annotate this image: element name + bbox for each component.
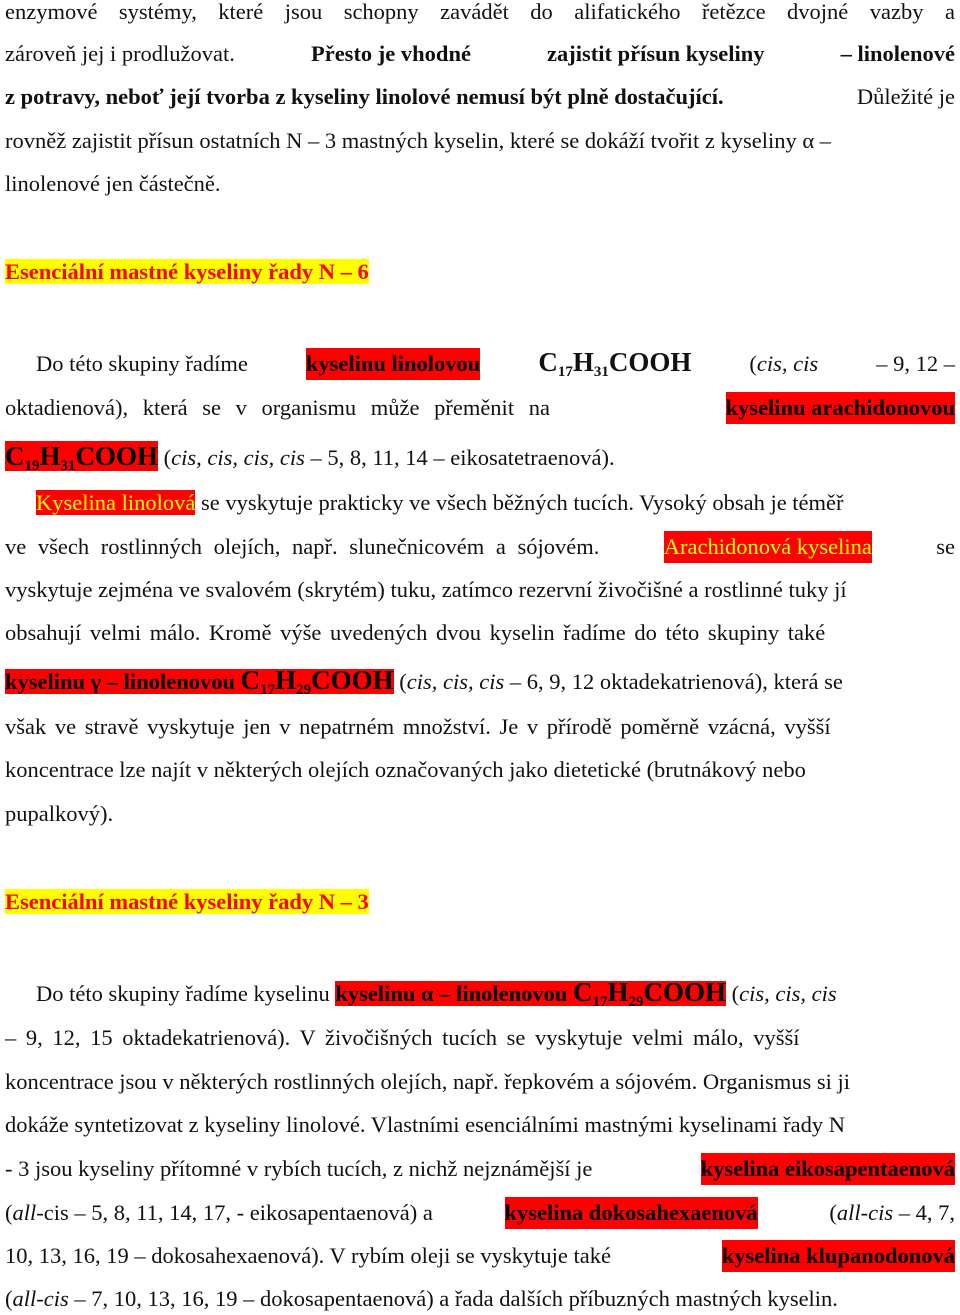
word: a xyxy=(944,0,955,24)
text-span: linolenové jen částečně. xyxy=(5,171,221,196)
text-span: ( xyxy=(163,445,172,470)
text-span: (all-cis – 4, 7, xyxy=(829,1200,955,1225)
bold-text: zajistit přísun kyseliny xyxy=(547,41,765,66)
text-span: ( xyxy=(5,1286,13,1311)
text-line xyxy=(36,976,955,1008)
text-span: rovněž zajistit přísun ostatních N – 3 mastných kyselin, které se dokáží tvořit z kyseliny α – xyxy=(5,128,831,153)
text-span: obsahují velmi málo. Kromě výše uvedených dvou kyselin řadíme do této skupiny také xyxy=(5,620,826,645)
formula-c19h31cooh: $C_{19}H_{31}COOH$ xyxy=(5,441,159,474)
highlight-epa: kyselina eikosapentaenová xyxy=(701,1153,955,1185)
word: které xyxy=(218,0,264,24)
section-heading xyxy=(5,256,955,288)
text-line xyxy=(5,38,955,70)
italic-text: cis, cis, cis xyxy=(739,981,837,1006)
text-span: – 9, 12, 15 oktadekatrienová). V živočišných tucích se vyskytuje velmi málo, vyšší xyxy=(5,1025,800,1050)
text-line xyxy=(36,487,955,519)
text-line xyxy=(5,168,955,200)
formula-c17h31cooh: $C_{17}H_{31}COOH$ xyxy=(538,347,692,380)
text-line xyxy=(5,392,955,424)
text-span: vyskytuje zejména ve svalovém (skrytém) tuku, zatímco rezervní živočišné a rostlinné tuky jí xyxy=(5,577,847,602)
word: systémy, xyxy=(118,0,197,24)
heading-n6: Esenciální mastné kyseliny řady N – 6 xyxy=(5,259,369,284)
highlight-alpha-linolenic: kyselinu α – linolenovou $C_{17}H_{29}COOH$ xyxy=(335,977,726,1010)
word: enzymové xyxy=(5,0,98,24)
word: řetězce xyxy=(701,0,766,24)
text-span: Do této skupiny řadíme xyxy=(36,351,248,376)
word: schopny xyxy=(343,0,419,24)
italic-text: cis, cis, cis, cis xyxy=(171,445,305,470)
word: dvojné xyxy=(787,0,849,24)
text-span: 10, 13, 16, 19 – dokosahexaenová). V rybím oleji se vyskytuje také xyxy=(5,1243,611,1268)
text-span: koncentrace jsou v některých rostlinných olejích, např. řepkovém a sójovém. Organismus si ji xyxy=(5,1069,851,1094)
text-line xyxy=(5,1066,955,1098)
text-line xyxy=(5,664,955,696)
text-line xyxy=(5,711,955,743)
text-line xyxy=(5,754,955,786)
text-span: Důležité je xyxy=(856,84,955,109)
text-line xyxy=(5,1109,955,1141)
formula-c17h29cooh: $C_{17}H_{29}COOH$ xyxy=(240,665,394,698)
text-line xyxy=(5,440,955,472)
word: jsou xyxy=(284,0,323,24)
bold-text: – linolenové xyxy=(840,41,955,66)
text-span: ve všech rostlinných olejích, např. slunečnicovém a sójovém. xyxy=(5,534,600,559)
text-span: (all-cis – 5, 8, 11, 14, 17, - eikosapentaenová) a xyxy=(5,1200,433,1225)
word: zavádět xyxy=(440,0,509,24)
heading-n3: Esenciální mastné kyseliny řady N – 3 xyxy=(5,889,369,914)
formula-c17h29cooh-2: $C_{17}H_{29}COOH$ xyxy=(572,977,726,1010)
text-line xyxy=(5,1283,955,1315)
text-line xyxy=(5,1197,955,1229)
italic-text: all-cis xyxy=(12,1286,69,1311)
text-span: ( xyxy=(731,981,740,1006)
text-line xyxy=(5,617,955,649)
text-span: pupalkový). xyxy=(5,801,114,826)
highlight-linoleic-acid-2: Kyselina linolová xyxy=(36,490,196,515)
word: do xyxy=(530,0,553,24)
highlight-gamma-linolenic: kyselinu γ – linolenovou $C_{17}H_{29}COOH$ xyxy=(5,665,394,698)
text-span: – 7, 10, 13, 16, 19 – dokosapentaenová) a řada dalších příbuzných mastných kyselin. xyxy=(74,1286,838,1311)
text-line xyxy=(5,574,955,606)
text-span: koncentrace lze najít v některých olejích označovaných jako dietetické (brutnákový nebo xyxy=(5,757,806,782)
text-line xyxy=(5,1240,955,1272)
highlight-linoleic-acid: kyselinu linolovou xyxy=(306,348,480,380)
text-span: zároveň jej i prodlužovat. xyxy=(5,41,235,66)
text-span: oktadienová), která se v organismu může přeměnit na xyxy=(5,395,550,420)
text-line xyxy=(36,346,955,378)
word: vazby xyxy=(869,0,924,24)
text-line xyxy=(5,798,955,830)
text-span: – 5, 8, 11, 14 – eikosatetraenová). xyxy=(310,445,615,470)
text-line xyxy=(5,531,955,563)
highlight-arachidonic-acid-2: Arachidonová kyselina xyxy=(664,531,872,563)
text-span: – 9, 12 – xyxy=(876,351,955,376)
text-span: (cis, cis xyxy=(749,351,819,376)
text-span: však ve stravě vyskytuje jen v nepatrném množství. Je v přírodě poměrně vzácná, vyšší xyxy=(5,714,831,739)
text-span: se vyskytuje prakticky ve všech běžných tucích. Vysoký obsah je téměř xyxy=(200,490,844,515)
text-span: ( xyxy=(399,669,407,694)
highlight-dha: kyselina dokosahexaenová xyxy=(505,1197,758,1229)
italic-text: cis, cis, cis xyxy=(406,669,505,694)
bold-text: z potravy, neboť její tvorba z kyseliny linolové nemusí být plně dostačující. xyxy=(5,84,724,109)
highlight-arachidonic-acid: kyselinu arachidonovou xyxy=(726,392,955,424)
text-line xyxy=(5,1153,955,1185)
bold-text: Přesto je vhodné xyxy=(310,41,471,66)
text-span: Do této skupiny řadíme kyselinu xyxy=(36,981,330,1006)
highlight-dpa: kyselina klupanodonová xyxy=(722,1240,955,1272)
word: alifatického xyxy=(574,0,681,24)
text-span: se xyxy=(936,534,955,559)
text-line xyxy=(5,0,955,28)
section-heading xyxy=(5,886,955,918)
text-line xyxy=(5,125,955,157)
text-line xyxy=(5,81,955,113)
text-span: dokáže syntetizovat z kyseliny linolové. Vlastními esenciálními mastnými kyselinami řady N xyxy=(5,1112,846,1137)
text-span: - 3 jsou kyseliny přítomné v rybích tucích, z nichž nejznámější je xyxy=(5,1156,593,1181)
text-span: – 6, 9, 12 oktadekatrienová), která se xyxy=(509,669,843,694)
text-line xyxy=(5,1022,955,1054)
